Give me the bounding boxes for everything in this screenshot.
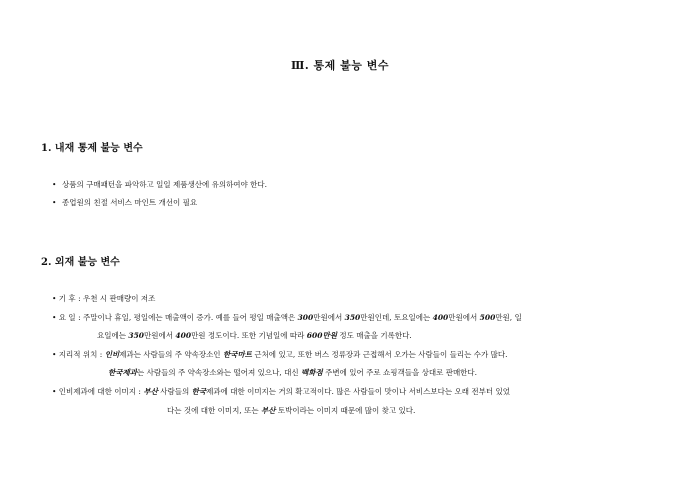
bullet-icon: • <box>52 180 57 189</box>
image-line-1: • 인비제과에 대한 이미지 : 부산 사람들의 한국제과에 대한 이미지는 거의 확고적이다. 많은 사람들이 맛이나 서비스보다는 오래 전부터 있었 <box>52 387 510 396</box>
section-1-item-2: • 종업원의 친절 서비스 마인트 개선이 필요 <box>52 198 198 207</box>
sales-line-1: • 요 일 : 주말이나 휴일, 평일에는 매출액이 증가. 예를 들어 평일 매출액은 300만원에서 350만원인데, 토요일에는 400만원에서 500만원, 일 <box>52 313 522 322</box>
bullet-icon: • <box>52 198 57 207</box>
climate-line: • 기 후 : 우천 시 판매량이 저조 <box>52 294 156 303</box>
location-line-2: 한국제과는 사람들의 주 약속장소와는 떨어져 있으나, 대신 백화점 주변에 있어 주로 쇼핑객들을 상대로 판매한다. <box>108 368 478 377</box>
section-2-heading: 2. 외재 불능 변수 <box>41 257 120 268</box>
location-line-1: • 지리적 위치 : 인비제과는 사람들의 주 약속장소인 한국마트 근처에 있고, 또한 버스 정류장과 근접해서 오가는 사람들이 들리는 수가 많다. <box>52 350 508 359</box>
section-1-item-1: • 상품의 구매패턴을 파악하고 일일 제품생산에 유의하여야 한다. <box>52 180 268 189</box>
section-1-heading: 1. 내재 통제 불능 변수 <box>41 143 143 154</box>
page-title: Ⅲ. 통제 불능 변수 <box>291 59 389 72</box>
image-line-2: 다는 것에 대한 이미지, 또는 부산 토박이라는 이미지 때문에 많이 찾고 있다. <box>167 406 416 415</box>
sales-line-2: 요일에는 350만원에서 400만원 정도이다. 또한 기념일에 따라 600만원 정도 매출을 기록한다. <box>97 331 412 340</box>
